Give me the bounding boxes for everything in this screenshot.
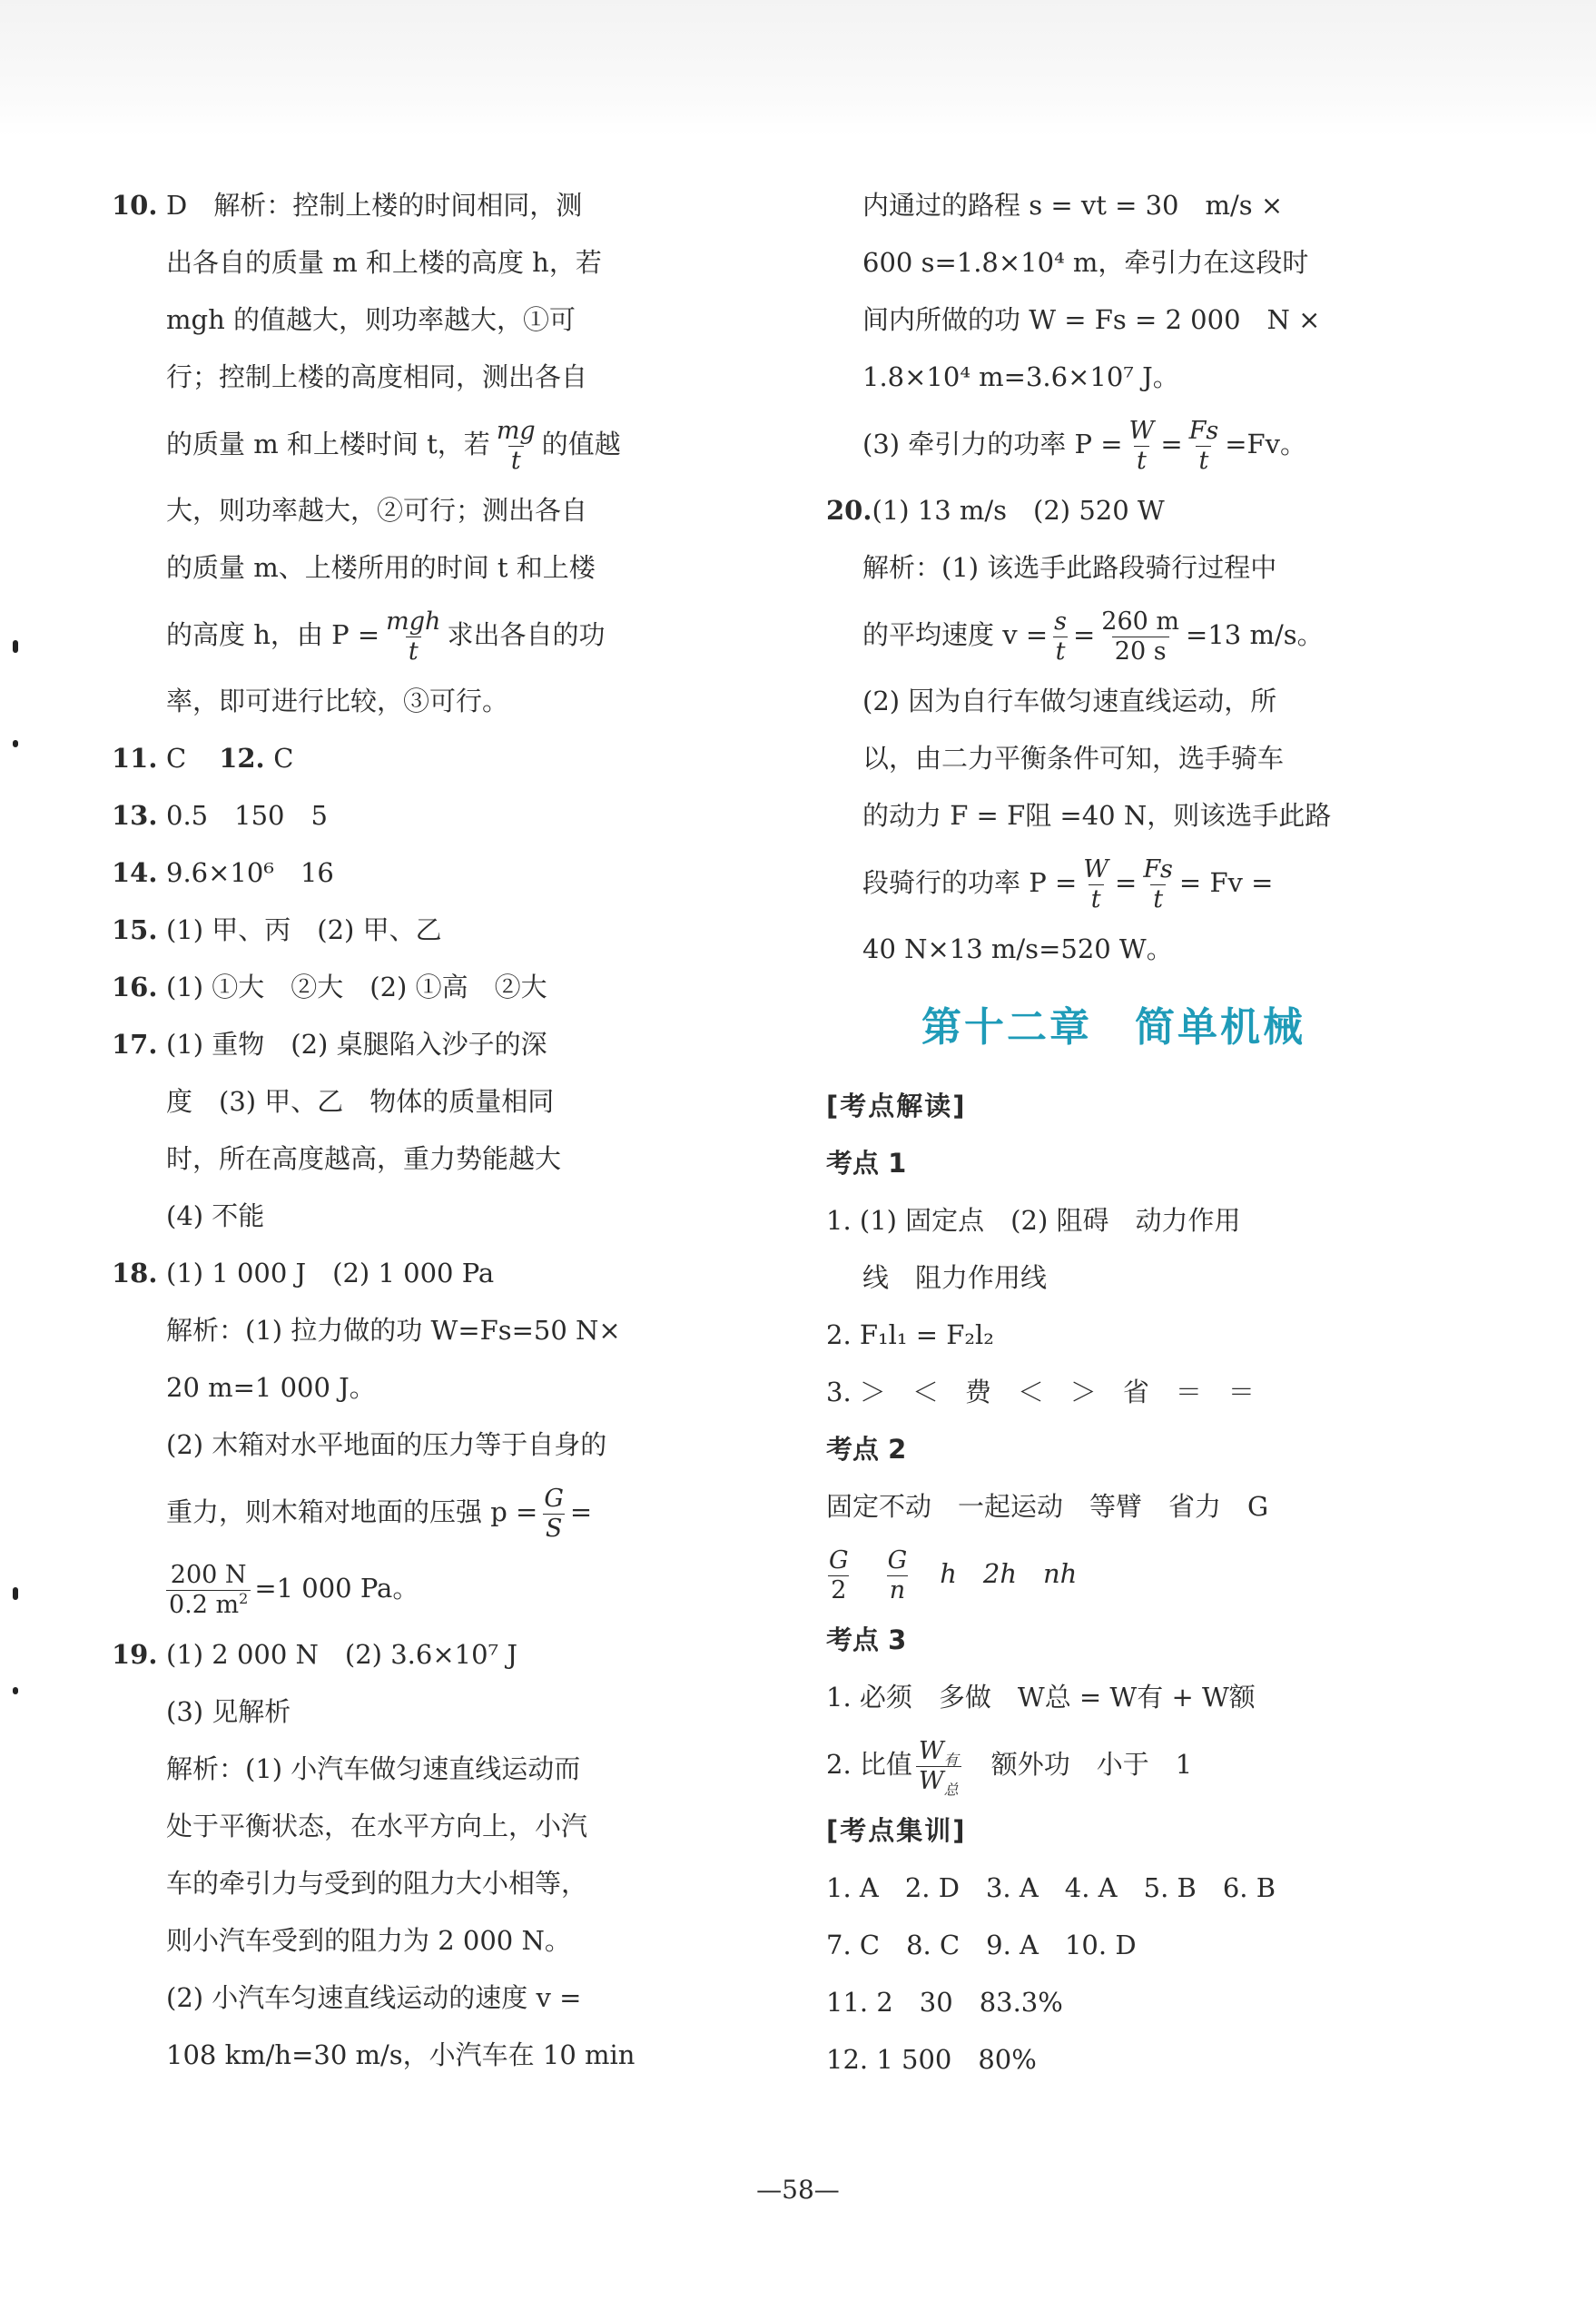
- answer-text: (1) 1 000 J (2) 1 000 Pa: [166, 1258, 495, 1288]
- answer-text: C: [273, 743, 294, 774]
- fraction-Wyou-over-Wzong: $\frac{W_有}{W_总}$: [916, 1737, 961, 1794]
- answer-text-with-fraction: (3) 牵引力的功率 P = $\frac{W}{t}$ = $\frac{Fs}{t}$ =Fv。: [862, 417, 1307, 475]
- left-column: [112, 177, 675, 2084]
- answer-text: 重力，则木箱对地面的压强 p =: [166, 1496, 538, 1527]
- answer-text: 大，则功率越大，②可行；测出各自: [166, 495, 588, 526]
- answer-text: 1. (1) 固定点 (2) 阻碍 动力作用: [826, 1205, 1241, 1236]
- question-number: 16.: [112, 972, 158, 1002]
- answer-16-line: [112, 959, 675, 1016]
- question-number: 19.: [112, 1639, 158, 1670]
- answer-text: 的质量 m 和上楼时间 t，若: [166, 429, 490, 459]
- answer-text-with-fraction: [112, 1550, 675, 1626]
- answer-text: (4) 不能: [166, 1200, 265, 1231]
- answer-text: 40 N×13 m/s=520 W。: [862, 933, 1173, 964]
- answer-text-with-fraction: 的平均速度 v = $\frac{s}{t}$ = $\frac{260 m}{20 s}$ =13 m/s。: [862, 607, 1324, 666]
- answer-text: (2) 因为自行车做匀速直线运动，所: [862, 686, 1277, 716]
- answer-text-with-fraction: [112, 597, 675, 673]
- fraction-Fs-over-t: $\frac{Fs}{t}$: [1188, 417, 1219, 475]
- answer-19-line: [112, 1626, 675, 1683]
- answer-text: 固定不动 一起运动 等臂 省力 G: [826, 1491, 1269, 1522]
- answer-text: 则小汽车受到的阻力为 2 000 N。: [166, 1925, 571, 1956]
- question-number: 13.: [112, 800, 158, 831]
- answer-text: 车的牵引力与受到的阻力大小相等，: [166, 1868, 588, 1899]
- answer-text: 的高度 h，由 P =: [166, 619, 380, 650]
- fraction-s-over-t: $\frac{s}{t}$: [1054, 607, 1067, 666]
- answer-text: (1) 13 m/s (2) 520 W: [872, 495, 1165, 526]
- answer-text: 段骑行的功率 P =: [862, 867, 1078, 898]
- answer-text: 以，由二力平衡条件可知，选手骑车: [862, 743, 1285, 774]
- answer-text: =Fv。: [1225, 429, 1307, 459]
- answer-text: 度 (3) 甲、乙 物体的质量相同: [166, 1086, 555, 1117]
- answer-text: =1 000 Pa。: [254, 1573, 419, 1604]
- answer-text: 内通过的路程 s = vt = 30 m/s ×: [862, 190, 1284, 221]
- answer-text: 0.5 150 5: [166, 800, 328, 831]
- fraction-W-over-t: $\frac{W}{t}$: [1128, 417, 1155, 475]
- answer-text: 11. 2 30 83.3%: [826, 1987, 1063, 2018]
- question-number: 18.: [112, 1258, 158, 1288]
- answer-text: (3) 牵引力的功率 P =: [862, 429, 1123, 459]
- question-number: 14.: [112, 857, 158, 888]
- answer-text: 600 s=1.8×10⁴ m，牵引力在这段时: [862, 247, 1309, 278]
- answer-18-line: [112, 1245, 675, 1302]
- answer-text: 3. ＞ ＜ 费 ＜ ＞ 省 ＝ ＝: [826, 1377, 1255, 1407]
- answer-text: 9.6×10⁶ 16: [166, 857, 334, 888]
- answer-text: 处于平衡状态，在水平方向上，小汽: [166, 1811, 588, 1841]
- answer-text-with-fraction: [826, 1726, 1407, 1802]
- answer-text: (2) 小汽车匀速直线运动的速度 v =: [166, 1982, 582, 2013]
- scan-mark: [13, 1587, 18, 1600]
- fraction-G-over-n: $\frac{G}{n}$: [887, 1546, 908, 1604]
- kaodian-heading: 考点 3: [826, 1624, 907, 1655]
- answer-text: mgh 的值越大，则功率越大，①可: [166, 304, 576, 335]
- answer-text: 额外功 小于 1: [990, 1749, 1193, 1780]
- answer-text: 解析：(1) 小汽车做匀速直线运动而: [166, 1753, 581, 1784]
- answer-text: 线 阻力作用线: [862, 1262, 1048, 1293]
- fraction-W-over-t: $\frac{W}{t}$: [1083, 855, 1109, 913]
- answer-text: 率，即可进行比较，③可行。: [166, 686, 509, 716]
- answer-text: 108 km/h=30 m/s，小汽车在 10 min: [166, 2039, 635, 2070]
- answer-text: 解析：(1) 该选手此路段骑行过程中: [862, 552, 1277, 583]
- answer-text: 20 m=1 000 J。: [166, 1372, 376, 1403]
- fraction-mgh-over-t: $\frac{\text{mgh}}{t}$: [386, 607, 441, 666]
- question-number: 20.: [826, 495, 872, 526]
- answer-text: 时，所在高度越高，重力势能越大: [166, 1143, 562, 1174]
- fraction-mg-over-t: $\frac{mg}{t}$: [496, 417, 536, 475]
- answer-14-line: [112, 844, 675, 902]
- answer-text: 解析：(1) 拉力做的功 W=Fs=50 N×: [166, 1315, 621, 1346]
- answer-text: h 2h nh: [940, 1558, 1078, 1589]
- question-number: 12.: [219, 743, 265, 774]
- question-number: 15.: [112, 914, 158, 945]
- scan-mark: [13, 1687, 18, 1694]
- answer-text: 12. 1 500 80%: [826, 2044, 1037, 2075]
- question-number: 17.: [112, 1029, 158, 1060]
- answer-text: 1. 必须 多做 W总 = W有 + W额: [826, 1682, 1256, 1713]
- answer-11-12-line: [112, 730, 675, 787]
- fraction-Fs-over-t: $\frac{Fs}{t}$: [1143, 855, 1173, 913]
- answer-text: 的动力 F = F阻 =40 N，则该选手此路: [862, 800, 1332, 831]
- fraction-G-over-S: $\frac{G}{S}$: [544, 1485, 564, 1543]
- fraction-200N-over-0.2m2: $\frac{200 N}{0.2 m^2}$: [166, 1561, 251, 1618]
- answer-text: 1. A 2. D 3. A 4. A 5. B 6. B: [826, 1872, 1276, 1903]
- answer-text: =13 m/s。: [1186, 619, 1324, 650]
- answer-text: 的平均速度 v =: [862, 619, 1049, 650]
- answer-text: (1) 2 000 N (2) 3.6×10⁷ J: [166, 1639, 517, 1670]
- question-number: 10.: [112, 190, 158, 221]
- answer-text: 行；控制上楼的高度相同，测出各自: [166, 361, 588, 392]
- answer-text: 2. F₁l₁ = F₂l₂: [826, 1319, 994, 1350]
- scan-mark: [13, 640, 18, 653]
- answer-13-line: [112, 787, 675, 844]
- answer-text: 求出各自的功: [447, 619, 606, 650]
- answer-text: 的质量 m、上楼所用的时间 t 和上楼: [166, 552, 596, 583]
- fraction-260m-over-20s: $\frac{260 m}{20 s}$: [1101, 607, 1180, 666]
- answer-text-with-fraction: [826, 1535, 1407, 1612]
- answer-text: (2) 木箱对水平地面的压力等于自身的: [166, 1429, 607, 1460]
- answer-text: (1) ①大 ②大 (2) ①高 ②大: [166, 972, 547, 1002]
- answer-10-line: [112, 177, 675, 234]
- section-heading: [考点解读]: [826, 1091, 967, 1121]
- answer-text: = Fv =: [1178, 867, 1274, 898]
- answer-text: 的值越: [541, 429, 621, 459]
- fraction-G-over-2: $\frac{G}{2}$: [829, 1546, 849, 1604]
- scan-top-band: [0, 0, 1596, 136]
- answer-text: C: [166, 743, 187, 774]
- answer-text: (1) 重物 (2) 桌腿陷入沙子的深: [166, 1029, 547, 1060]
- answer-text-with-fraction: 段骑行的功率 P = $\frac{W}{t}$ = $\frac{Fs}{t}$ = Fv =: [862, 855, 1274, 913]
- answer-text: (3) 见解析: [166, 1696, 291, 1727]
- answer-17-line: [112, 1016, 675, 1073]
- answer-20-line: [826, 482, 1407, 539]
- answer-text: D 解析：控制上楼的时间相同，测: [166, 190, 583, 221]
- answer-text: (1) 甲、丙 (2) 甲、乙: [166, 914, 442, 945]
- section-heading: [考点集训]: [826, 1815, 967, 1846]
- answer-text-with-fraction: [112, 406, 675, 482]
- kaodian-heading: 考点 1: [826, 1148, 907, 1179]
- kaodian-heading: 考点 2: [826, 1434, 907, 1465]
- answer-text: 出各自的质量 m 和上楼的高度 h，若: [166, 247, 602, 278]
- answer-15-line: [112, 902, 675, 959]
- answer-text: 7. C 8. C 9. A 10. D: [826, 1930, 1137, 1960]
- scan-mark: [13, 740, 18, 747]
- answer-text-with-fraction: 重力，则木箱对地面的压强 p = $\frac{G}{S}$ =: [166, 1485, 593, 1543]
- right-column: [826, 177, 1407, 2088]
- chapter-title: 第十二章 简单机械: [921, 1004, 1305, 1051]
- answer-text: 2. 比值: [826, 1749, 912, 1780]
- answer-text: 间内所做的功 W = Fs = 2 000 N ×: [862, 304, 1321, 335]
- page-number: —58—: [756, 2175, 840, 2205]
- question-number: 11.: [112, 743, 158, 774]
- answer-text: 1.8×10⁴ m=3.6×10⁷ J。: [862, 361, 1179, 392]
